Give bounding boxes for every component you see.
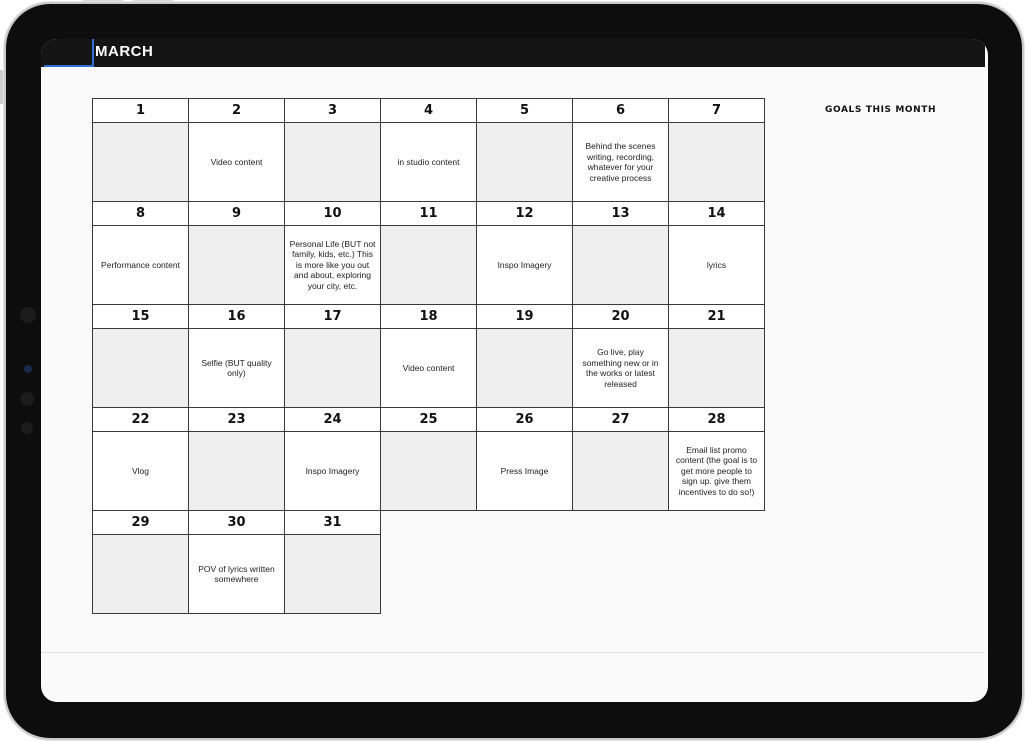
day-content [380, 225, 477, 305]
month-title: MARCH [95, 43, 154, 60]
day-content: Vlog [92, 431, 189, 511]
day-number: 12 [476, 201, 573, 226]
day-number: 5 [476, 98, 573, 123]
day-content: Video content [188, 122, 285, 202]
day-number: 18 [380, 304, 477, 329]
day-number: 30 [188, 510, 285, 535]
day-content [476, 122, 573, 202]
day-number: 17 [284, 304, 381, 329]
day-number: 11 [380, 201, 477, 226]
day-content [188, 225, 285, 305]
day-content: Go live, play something new or in the works or latest released [572, 328, 669, 408]
day-number: 1 [92, 98, 189, 123]
day-content: Email list promo content (the goal is to get more people to sign up. give them incentives to do so!) [668, 431, 765, 511]
day-content: POV of lyrics written somewhere [188, 534, 285, 614]
day-content [92, 122, 189, 202]
day-content: Personal Life (BUT not family, kids, etc.) This is more like you out and about, exploring your city, etc. [284, 225, 381, 305]
device-side-button [0, 70, 3, 104]
day-number: 20 [572, 304, 669, 329]
day-content: lyrics [668, 225, 765, 305]
day-content [284, 122, 381, 202]
day-content [668, 122, 765, 202]
day-number: 27 [572, 407, 669, 432]
document-screen [41, 39, 988, 702]
day-number: 7 [668, 98, 765, 123]
day-number: 24 [284, 407, 381, 432]
day-number: 2 [188, 98, 285, 123]
day-content [92, 328, 189, 408]
day-content [284, 328, 381, 408]
day-number: 16 [188, 304, 285, 329]
day-number: 6 [572, 98, 669, 123]
day-number: 9 [188, 201, 285, 226]
day-content: Behind the scenes writing, recording, whatever for your creative process [572, 122, 669, 202]
day-content [188, 431, 285, 511]
day-content [284, 534, 381, 614]
bottom-divider [41, 652, 985, 653]
day-number: 28 [668, 407, 765, 432]
header-accent-box [44, 39, 94, 67]
day-number: 14 [668, 201, 765, 226]
day-content: Inspo Imagery [476, 225, 573, 305]
day-content: Performance content [92, 225, 189, 305]
day-content: Selfie (BUT quality only) [188, 328, 285, 408]
day-content [572, 225, 669, 305]
day-content: in studio content [380, 122, 477, 202]
device-camera [24, 365, 32, 373]
day-number: 23 [188, 407, 285, 432]
header-bar [41, 39, 985, 67]
day-content [380, 431, 477, 511]
day-number: 10 [284, 201, 381, 226]
day-content [476, 328, 573, 408]
day-content [668, 328, 765, 408]
day-number: 13 [572, 201, 669, 226]
day-number: 8 [92, 201, 189, 226]
day-number: 21 [668, 304, 765, 329]
day-number: 26 [476, 407, 573, 432]
goals-title: GOALS THIS MONTH [825, 105, 937, 115]
day-number: 31 [284, 510, 381, 535]
day-number: 3 [284, 98, 381, 123]
day-number: 25 [380, 407, 477, 432]
device-sensor-2 [20, 392, 34, 406]
day-content: Inspo Imagery [284, 431, 381, 511]
day-content [572, 431, 669, 511]
day-number: 22 [92, 407, 189, 432]
day-number: 19 [476, 304, 573, 329]
day-number: 15 [92, 304, 189, 329]
day-content: Video content [380, 328, 477, 408]
device-sensor-3 [21, 422, 33, 434]
device-sensor-1 [20, 307, 36, 323]
day-number: 4 [380, 98, 477, 123]
day-content: Press Image [476, 431, 573, 511]
day-content [92, 534, 189, 614]
day-number: 29 [92, 510, 189, 535]
